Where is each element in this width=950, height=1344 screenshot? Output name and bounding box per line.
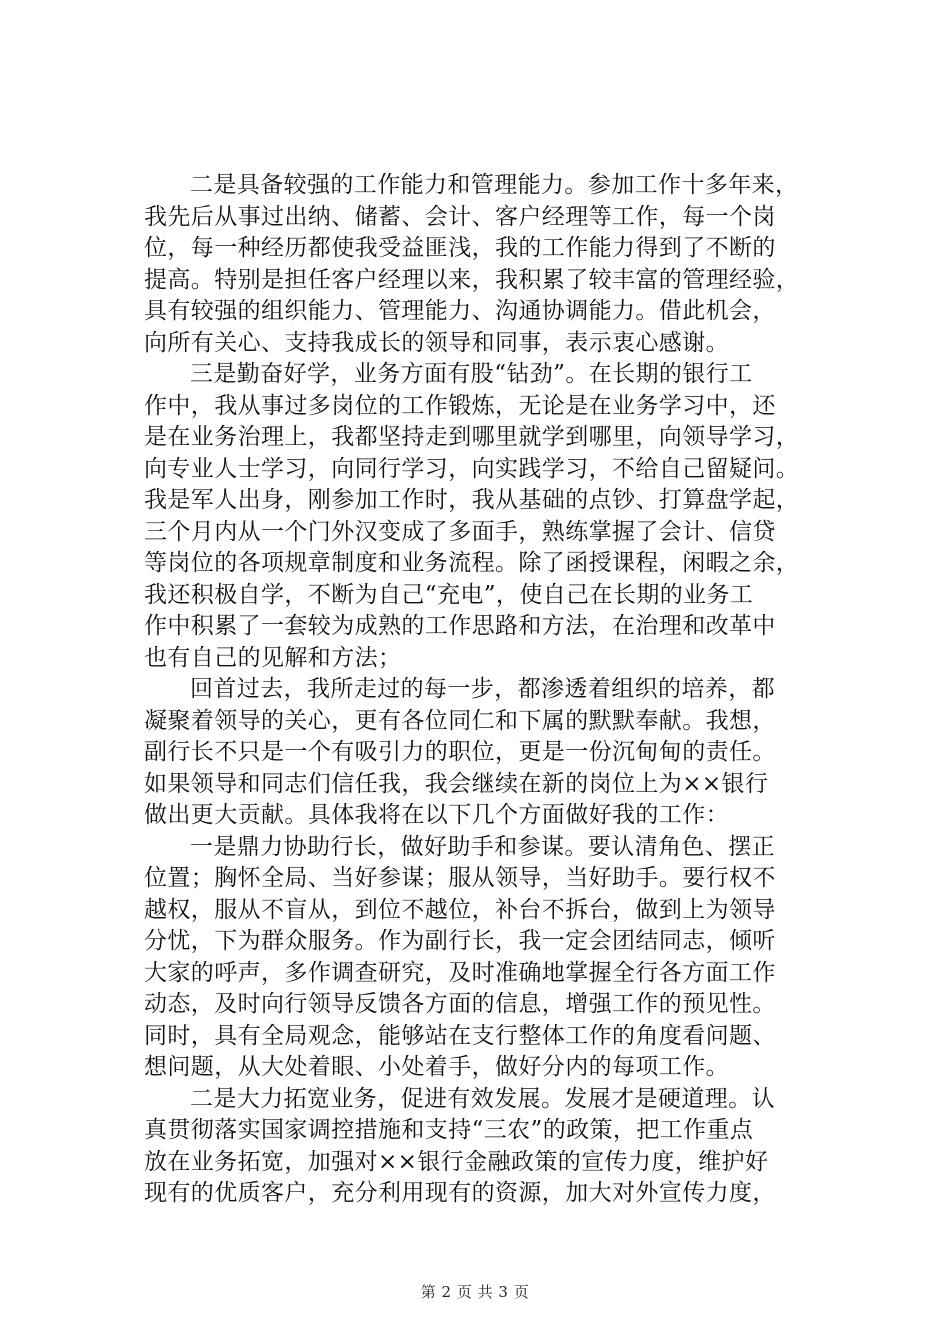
text-line: 放在业务拓宽，加强对××银行金融政策的宣传力度，维护好 (144, 1148, 769, 1175)
paragraph-assist-president (144, 832, 834, 1084)
paragraph-expand-business (144, 1084, 834, 1210)
text-line: 我是军人出身，刚参加工作时，我从基础的点钞、打算盘学起， (144, 487, 800, 513)
text-line: 具有较强的组织能力、管理能力、沟通协调能力。借此机会， (144, 298, 776, 324)
text-line: 位，每一种经历都使我受益匪浅，我的工作能力得到了不断的 (144, 235, 776, 261)
text-line: 回首过去，我所走过的每一步，都渗透着组织的培养，都 (190, 676, 775, 702)
text-line: 三是勤奋好学，业务方面有股“钻劲”。在长期的银行工 (190, 361, 753, 387)
text-line: 作中积累了一套较为成熟的工作思路和方法，在治理和改革中 (144, 613, 776, 639)
text-line: 作中，我从事过多岗位的工作锻炼，无论是在业务学习中，还 (144, 392, 776, 419)
text-line: 等岗位的各项规章制度和业务流程。除了函授课程，闲暇之余， (144, 550, 800, 576)
text-line: 同时，具有全局观念，能够站在支行整体工作的角度看问题、 (144, 1022, 776, 1049)
text-line: 是在业务治理上，我都坚持走到哪里就学到哪里，向领导学习， (144, 424, 800, 450)
text-line: 位置；胸怀全局、当好参谋；服从领导，当好助手。要行权不 (144, 865, 776, 891)
text-line: 想问题，从大处着眼、小处着手，做好分内的每项工作。 (144, 1054, 729, 1080)
text-line: 三个月内从一个门外汉变成了多面手，熟练掌握了会计、信贷 (144, 518, 776, 545)
text-line: 我还积极自学，不断为自己“充电”，使自己在长期的业务工 (144, 581, 754, 608)
text-line: 一是鼎力协助行长，做好助手和参谋。要认清角色、摆正 (190, 833, 775, 860)
text-line: 副行长不只是一个有吸引力的职位，更是一份沉甸甸的责任。 (144, 739, 776, 765)
text-line: 如果领导和同志们信任我，我会继续在新的岗位上为××银行 (144, 770, 769, 797)
text-line: 大家的呼声，多作调查研究，及时准确地掌握全行各方面工作 (144, 959, 776, 986)
paragraph-work-ability (144, 170, 834, 359)
text-line: 越权，服从不盲从，到位不越位，补台不拆台，做到上为领导 (144, 896, 776, 923)
text-line: 凝聚着领导的关心，更有各位同仁和下属的默默奉献。我想， (144, 707, 776, 734)
text-line: 二是大力拓宽业务，促进有效发展。发展才是硬道理。认 (190, 1085, 775, 1112)
text-line: 向专业人士学习，向同行学习，向实践学习，不给自己留疑问。 (144, 455, 800, 482)
text-line: 也有自己的见解和方法； (144, 644, 402, 671)
text-line: 做出更大贡献。具体我将在以下几个方面做好我的工作： (144, 802, 729, 828)
text-line: 真贯彻落实国家调控措施和支持“三农”的政策，把工作重点 (144, 1117, 754, 1143)
text-line: 分忧，下为群众服务。作为副行长，我一定会团结同志，倾听 (144, 928, 776, 954)
text-line: 向所有关心、支持我成长的领导和同事，表示衷心感谢。 (144, 329, 729, 356)
document-body (144, 170, 834, 1210)
paragraph-looking-back (144, 674, 834, 832)
text-line: 动态，及时向行领导反馈各方面的信息，增强工作的预见性。 (144, 991, 776, 1017)
text-line: 二是具备较强的工作能力和管理能力。参加工作十多年来， (190, 172, 799, 198)
paragraph-diligent-learning (144, 359, 834, 674)
text-line: 现有的优质客户，充分利用现有的资源，加大对外宣传力度， (144, 1180, 776, 1206)
text-line: 我先后从事过出纳、储蓄、会计、客户经理等工作，每一个岗 (144, 203, 776, 230)
text-line: 提高。特别是担任客户经理以来，我积累了较丰富的管理经验， (144, 266, 800, 293)
page-number-footer: 第 2 页 共 3 页 (420, 1283, 530, 1301)
